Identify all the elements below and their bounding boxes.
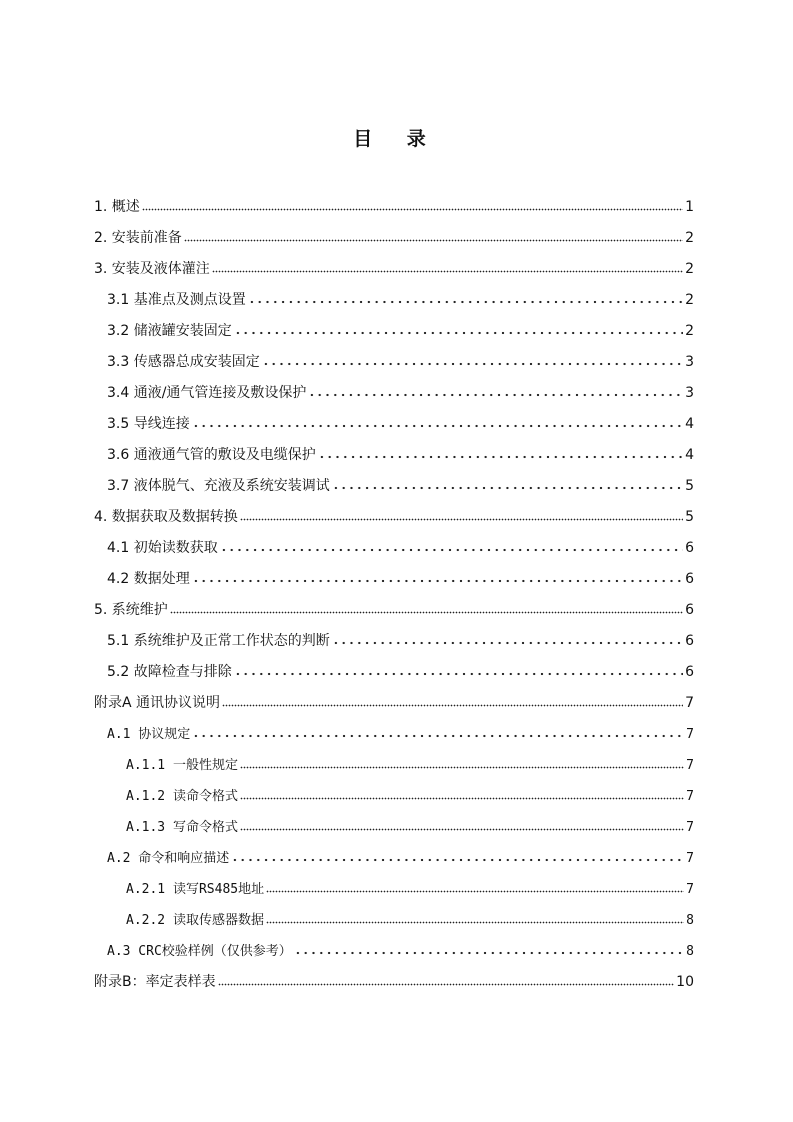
toc-entry[interactable] [94,379,694,405]
toc-leader-dots [222,689,683,707]
toc-entry-label: 2. 安装前准备 [94,230,182,246]
toc-entry-page: 5 [685,509,694,525]
toc-leader-dots [266,906,684,924]
toc-entry-label: A.3 CRC校验样例（仅供参考） [107,944,292,959]
toc-leader-dots [234,658,683,676]
toc-entry[interactable] [94,472,694,498]
toc-entry-page: 6 [685,571,694,587]
toc-leader-dots [170,596,683,614]
toc-leader-dots [142,193,683,211]
toc-entry-label: A.2.2 读取传感器数据 [126,913,264,928]
toc-entry-label: 3.5 导线连接 [107,416,190,432]
toc-entry[interactable] [94,844,694,870]
toc-entry-label: 4.2 数据处理 [107,571,190,587]
toc-entry-label: A.1 协议规定 [107,727,191,742]
toc-entry-label: A.1.1 一般性规定 [126,758,238,773]
toc-entry-label: 1. 概述 [94,199,140,215]
toc-leader-dots [240,782,684,800]
toc-entry-page: 2 [685,323,694,339]
toc-entry-label: 3.4 通液/通气管连接及敷设保护 [107,385,307,401]
toc-entry[interactable] [94,410,694,436]
toc-entry[interactable] [94,689,694,715]
toc-entry[interactable] [94,224,694,250]
toc-entry[interactable] [94,782,694,808]
toc-leader-dots [308,379,683,397]
toc-entry-page: 2 [685,261,694,277]
toc-leader-dots [262,348,683,366]
toc-entry-page: 6 [685,540,694,556]
toc-entry[interactable] [94,968,694,994]
toc-entry-label: 3. 安装及液体灌注 [94,261,210,277]
toc-entry-label: 3.3 传感器总成安装固定 [107,354,260,370]
toc-entry-page: 4 [685,447,694,463]
toc-entry-page: 8 [686,944,694,959]
toc-entry-label: 4.1 初始读数获取 [107,540,218,556]
toc-leader-dots [240,813,684,831]
toc-entry[interactable] [94,658,694,684]
toc-leader-dots [234,317,683,335]
toc-leader-dots [332,472,683,490]
toc-entry-label: A.2.1 读写RS485地址 [126,882,265,897]
toc-entry-page: 5 [685,478,694,494]
toc-entry[interactable] [94,906,694,932]
toc-leader-dots [192,565,683,583]
toc-entry-page: 3 [685,354,694,370]
toc-leader-dots [220,534,683,552]
toc-entry[interactable] [94,813,694,839]
toc-entry-page: 2 [685,292,694,308]
toc-entry-label: A.1.2 读命令格式 [126,789,238,804]
toc-leader-dots [266,875,684,893]
toc-entry[interactable] [94,534,694,560]
toc-entry[interactable] [94,627,694,653]
toc-entry-label: 附录A 通讯协议说明 [94,695,221,711]
toc-entry-page: 7 [686,789,694,804]
toc-entry[interactable] [94,596,694,622]
toc-entry-page: 3 [685,385,694,401]
toc-leader-dots [192,410,683,428]
toc-entry-page: 7 [686,758,694,773]
toc-entry-label: 3.2 储液罐安装固定 [107,323,232,339]
toc-entry-page: 7 [686,851,694,866]
toc-entry[interactable] [94,937,694,963]
toc-leader-dots [318,441,683,459]
toc-entry-page: 1 [685,199,694,215]
toc-entry[interactable] [94,348,694,374]
toc-leader-dots [248,286,683,304]
toc-entry-label: 5.1 系统维护及正常工作状态的判断 [107,633,330,649]
toc-entry-label: 5.2 故障检查与排除 [107,664,232,680]
toc-entry-page: 8 [686,913,694,928]
toc-entry-label: A.2 命令和响应描述 [107,851,230,866]
toc-entry-label: 3.1 基准点及测点设置 [107,292,246,308]
toc-entry-label: 3.7 液体脱气、充液及系统安装调试 [107,478,330,494]
toc-entry-page: 6 [685,664,694,680]
toc-leader-dots [332,627,683,645]
toc-leader-dots [231,844,684,862]
toc-entry[interactable] [94,255,694,281]
toc-entry-label: 附录B：率定表样表 [94,974,216,990]
toc-entry-page: 6 [685,633,694,649]
toc-entry-label: 5. 系统维护 [94,602,168,618]
toc-entry[interactable] [94,503,694,529]
toc-entry-label: 4. 数据获取及数据转换 [94,509,238,525]
page-title: 目 录 [353,128,440,150]
toc-entry[interactable] [94,751,694,777]
toc-entry-page: 7 [686,820,694,835]
toc-entry-label: A.1.3 写命令格式 [126,820,238,835]
toc-leader-dots [192,720,684,738]
toc-entry-page: 4 [685,416,694,432]
toc-entry[interactable] [94,317,694,343]
toc-entry-page: 7 [685,695,694,711]
toc-entry-page: 7 [686,727,694,742]
toc-leader-dots [184,224,683,242]
toc-entry-page: 6 [685,602,694,618]
toc-entry-page: 7 [686,882,694,897]
toc-entry[interactable] [94,875,694,901]
toc-entry[interactable] [94,720,694,746]
toc-entry[interactable] [94,441,694,467]
toc-entry[interactable] [94,565,694,591]
toc-entry-page: 2 [685,230,694,246]
toc-entry[interactable] [94,286,694,312]
toc-leader-dots [240,503,683,521]
toc-leader-dots [294,937,684,955]
toc-entry-label: 3.6 通液通气管的敷设及电缆保护 [107,447,316,463]
toc-leader-dots [212,255,683,273]
toc-leader-dots [218,968,675,986]
toc-entry-page: 10 [676,974,694,990]
toc-entry[interactable] [94,193,694,219]
toc-leader-dots [240,751,684,769]
